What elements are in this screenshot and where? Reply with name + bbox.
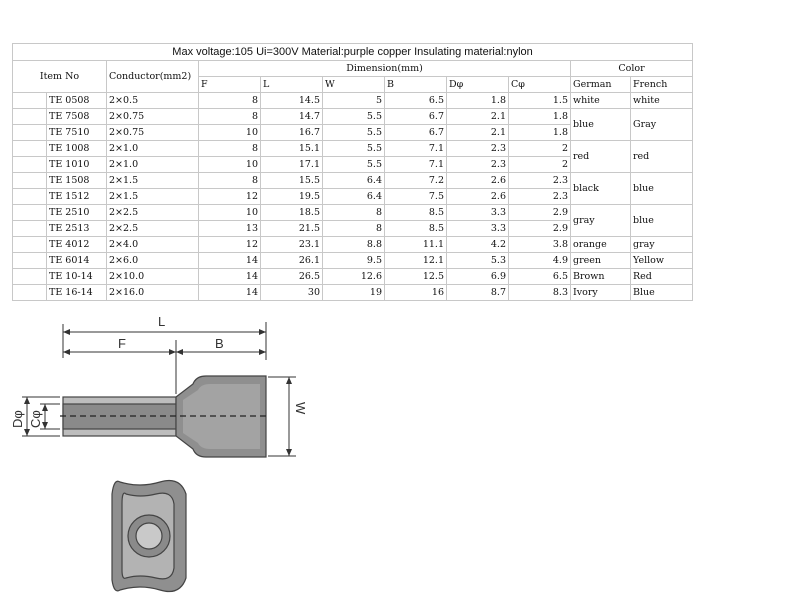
- table-caption: Max voltage:105 Ui=300V Material:purple copper Insulating material:nylon: [13, 44, 693, 61]
- row-marker: [13, 253, 47, 269]
- conductor-cell: 2×0.75: [107, 109, 199, 125]
- f-cell: 8: [199, 141, 261, 157]
- item-no-cell: TE 0508: [47, 93, 107, 109]
- item-no-cell: TE 1508: [47, 173, 107, 189]
- conductor-cell: 2×2.5: [107, 205, 199, 221]
- c-cell: 6.5: [509, 269, 571, 285]
- color-french-cell: Yellow: [631, 253, 693, 269]
- d-cell: 1.8: [447, 93, 509, 109]
- color-french-cell: Red: [631, 269, 693, 285]
- color-german-cell: gray: [571, 205, 631, 237]
- c-cell: 8.3: [509, 285, 571, 301]
- c-cell: 1.5: [509, 93, 571, 109]
- l-cell: 30: [261, 285, 323, 301]
- f-cell: 8: [199, 109, 261, 125]
- w-cell: 5.5: [323, 109, 385, 125]
- item-no-cell: TE 2510: [47, 205, 107, 221]
- f-cell: 10: [199, 205, 261, 221]
- row-marker: [13, 141, 47, 157]
- color-german-cell: Brown: [571, 269, 631, 285]
- header-f: F: [199, 77, 261, 93]
- color-german-cell: black: [571, 173, 631, 205]
- d-cell: 2.1: [447, 109, 509, 125]
- conductor-cell: 2×16.0: [107, 285, 199, 301]
- table-row: [13, 205, 693, 221]
- header-conductor: Conductor(mm2): [107, 61, 199, 93]
- c-cell: 2.9: [509, 205, 571, 221]
- conductor-cell: 2×10.0: [107, 269, 199, 285]
- item-no-cell: TE 4012: [47, 237, 107, 253]
- d-cell: 4.2: [447, 237, 509, 253]
- item-no-cell: TE 7508: [47, 109, 107, 125]
- w-cell: 5: [323, 93, 385, 109]
- table-row: [13, 93, 693, 109]
- w-cell: 9.5: [323, 253, 385, 269]
- l-cell: 23.1: [261, 237, 323, 253]
- color-french-cell: blue: [631, 205, 693, 237]
- l-cell: 21.5: [261, 221, 323, 237]
- ferrule-drawing: [0, 300, 340, 599]
- d-cell: 2.6: [447, 189, 509, 205]
- color-german-cell: Ivory: [571, 285, 631, 301]
- row-marker: [13, 109, 47, 125]
- conductor-cell: 2×0.5: [107, 93, 199, 109]
- row-marker: [13, 221, 47, 237]
- dim-label-f: F: [118, 336, 126, 351]
- header-item-no: Item No: [13, 61, 107, 93]
- color-french-cell: gray: [631, 237, 693, 253]
- w-cell: 5.5: [323, 141, 385, 157]
- b-cell: 12.1: [385, 253, 447, 269]
- color-german-cell: blue: [571, 109, 631, 141]
- w-cell: 8: [323, 205, 385, 221]
- w-cell: 5.5: [323, 157, 385, 173]
- header-c: Cφ: [509, 77, 571, 93]
- conductor-cell: 2×1.0: [107, 157, 199, 173]
- color-french-cell: blue: [631, 173, 693, 205]
- f-cell: 14: [199, 253, 261, 269]
- header-b: B: [385, 77, 447, 93]
- b-cell: 6.7: [385, 109, 447, 125]
- color-french-cell: Blue: [631, 285, 693, 301]
- dim-label-b: B: [215, 336, 224, 351]
- w-cell: 12.6: [323, 269, 385, 285]
- b-cell: 12.5: [385, 269, 447, 285]
- row-marker: [13, 93, 47, 109]
- dim-label-l: L: [158, 314, 166, 329]
- header-french: French: [631, 77, 693, 93]
- ferrule-front-view: [112, 481, 186, 592]
- f-cell: 13: [199, 221, 261, 237]
- b-cell: 8.5: [385, 205, 447, 221]
- table-row: [13, 141, 693, 157]
- item-no-cell: TE 2513: [47, 221, 107, 237]
- d-cell: 3.3: [447, 205, 509, 221]
- l-cell: 18.5: [261, 205, 323, 221]
- l-cell: 14.5: [261, 93, 323, 109]
- l-cell: 26.5: [261, 269, 323, 285]
- color-german-cell: red: [571, 141, 631, 173]
- item-no-cell: TE 7510: [47, 125, 107, 141]
- table-body: [13, 93, 693, 301]
- c-cell: 2.9: [509, 221, 571, 237]
- c-cell: 3.8: [509, 237, 571, 253]
- l-cell: 19.5: [261, 189, 323, 205]
- c-cell: 2.3: [509, 173, 571, 189]
- color-german-cell: green: [571, 253, 631, 269]
- b-cell: 11.1: [385, 237, 447, 253]
- w-cell: 6.4: [323, 173, 385, 189]
- header-w: W: [323, 77, 385, 93]
- w-cell: 5.5: [323, 125, 385, 141]
- row-marker: [13, 237, 47, 253]
- d-cell: 2.1: [447, 125, 509, 141]
- table-row: [13, 253, 693, 269]
- f-cell: 14: [199, 285, 261, 301]
- header-dimension: Dimension(mm): [199, 61, 571, 77]
- conductor-cell: 2×1.5: [107, 173, 199, 189]
- dim-label-d: Dφ: [10, 410, 25, 428]
- l-cell: 15.1: [261, 141, 323, 157]
- l-cell: 17.1: [261, 157, 323, 173]
- color-french-cell: Gray: [631, 109, 693, 141]
- d-cell: 2.6: [447, 173, 509, 189]
- l-cell: 26.1: [261, 253, 323, 269]
- c-cell: 1.8: [509, 109, 571, 125]
- header-german: German: [571, 77, 631, 93]
- w-cell: 19: [323, 285, 385, 301]
- d-cell: 5.3: [447, 253, 509, 269]
- b-cell: 7.5: [385, 189, 447, 205]
- item-no-cell: TE 1010: [47, 157, 107, 173]
- l-cell: 16.7: [261, 125, 323, 141]
- table-row: [13, 285, 693, 301]
- conductor-cell: 2×0.75: [107, 125, 199, 141]
- f-cell: 10: [199, 125, 261, 141]
- table-row: [13, 269, 693, 285]
- d-cell: 2.3: [447, 141, 509, 157]
- b-cell: 6.7: [385, 125, 447, 141]
- row-marker: [13, 269, 47, 285]
- b-cell: 7.1: [385, 141, 447, 157]
- item-no-cell: TE 6014: [47, 253, 107, 269]
- conductor-cell: 2×1.5: [107, 189, 199, 205]
- spec-table: [12, 43, 693, 301]
- f-cell: 12: [199, 189, 261, 205]
- f-cell: 10: [199, 157, 261, 173]
- b-cell: 7.2: [385, 173, 447, 189]
- conductor-cell: 2×4.0: [107, 237, 199, 253]
- b-cell: 16: [385, 285, 447, 301]
- item-no-cell: TE 1512: [47, 189, 107, 205]
- row-marker: [13, 205, 47, 221]
- b-cell: 8.5: [385, 221, 447, 237]
- c-cell: 2: [509, 141, 571, 157]
- conductor-cell: 2×6.0: [107, 253, 199, 269]
- row-marker: [13, 189, 47, 205]
- c-cell: 2: [509, 157, 571, 173]
- d-cell: 8.7: [447, 285, 509, 301]
- c-cell: 4.9: [509, 253, 571, 269]
- w-cell: 8: [323, 221, 385, 237]
- header-d: Dφ: [447, 77, 509, 93]
- color-french-cell: white: [631, 93, 693, 109]
- row-marker: [13, 173, 47, 189]
- b-cell: 7.1: [385, 157, 447, 173]
- l-cell: 14.7: [261, 109, 323, 125]
- color-german-cell: white: [571, 93, 631, 109]
- dim-label-w: W: [293, 402, 308, 415]
- conductor-cell: 2×1.0: [107, 141, 199, 157]
- color-french-cell: red: [631, 141, 693, 173]
- f-cell: 12: [199, 237, 261, 253]
- header-color: Color: [571, 61, 693, 77]
- item-no-cell: TE 10-14: [47, 269, 107, 285]
- table-row: [13, 109, 693, 125]
- c-cell: 1.8: [509, 125, 571, 141]
- c-cell: 2.3: [509, 189, 571, 205]
- f-cell: 14: [199, 269, 261, 285]
- f-cell: 8: [199, 173, 261, 189]
- d-cell: 2.3: [447, 157, 509, 173]
- dim-label-c: Cφ: [28, 410, 43, 428]
- row-marker: [13, 285, 47, 301]
- item-no-cell: TE 1008: [47, 141, 107, 157]
- l-cell: 15.5: [261, 173, 323, 189]
- f-cell: 8: [199, 93, 261, 109]
- row-marker: [13, 157, 47, 173]
- ferrule-side-view: [60, 376, 270, 457]
- row-marker: [13, 125, 47, 141]
- table-row: [13, 173, 693, 189]
- color-german-cell: orange: [571, 237, 631, 253]
- table-row: [13, 237, 693, 253]
- w-cell: 6.4: [323, 189, 385, 205]
- d-cell: 3.3: [447, 221, 509, 237]
- conductor-cell: 2×2.5: [107, 221, 199, 237]
- w-cell: 8.8: [323, 237, 385, 253]
- d-cell: 6.9: [447, 269, 509, 285]
- header-l: L: [261, 77, 323, 93]
- item-no-cell: TE 16-14: [47, 285, 107, 301]
- b-cell: 6.5: [385, 93, 447, 109]
